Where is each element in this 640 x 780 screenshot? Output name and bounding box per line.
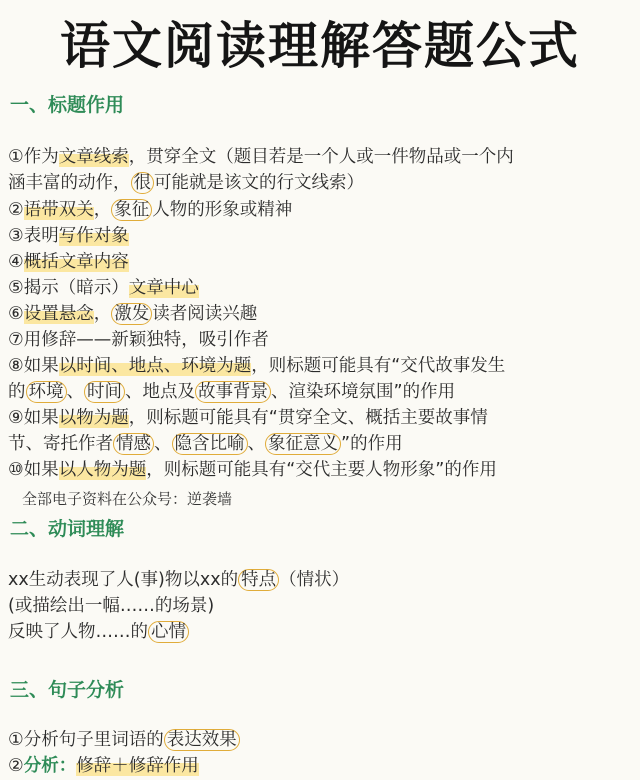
text-line xyxy=(8,198,636,222)
promo-note: 全部电子资料在公众号：逆袭墙 xyxy=(22,490,233,508)
text-segment: ， xyxy=(93,200,112,220)
text-segment: 涵丰富的动作， xyxy=(8,173,131,193)
text-segment: 的 xyxy=(8,382,26,402)
circled-phrase: 象征 xyxy=(111,199,152,221)
text-line xyxy=(8,250,636,274)
text-segment: （情状） xyxy=(279,570,350,590)
text-segment: ⑦用修辞——新颖独特，吸引作者 xyxy=(8,330,269,350)
text-segment: ，则标题可能具有“交代故事发生 xyxy=(251,356,506,376)
text-line xyxy=(8,406,636,430)
text-segment: 、 xyxy=(154,434,172,454)
text-line xyxy=(8,328,636,352)
text-line xyxy=(8,620,636,644)
circled-phrase: 特点 xyxy=(238,569,279,591)
text-segment: ，则标题可能具有“贯穿全文、概括主要故事情 xyxy=(128,408,488,428)
text-segment: 、地点及 xyxy=(125,382,195,402)
text-segment: ③表明 xyxy=(8,226,59,246)
text-segment: 、 xyxy=(247,434,265,454)
text-segment: 读者阅读兴趣 xyxy=(152,304,258,324)
circled-phrase: 故事背景 xyxy=(195,381,271,403)
circled-phrase: 很 xyxy=(131,172,155,194)
text-segment: 、渲染环境氛围”的作用 xyxy=(271,382,456,402)
emphasis-label: 分析： xyxy=(23,756,77,776)
text-segment: (或描绘出一幅……的场景) xyxy=(8,596,215,616)
text-segment: ② xyxy=(8,200,24,220)
text-segment: ，则标题可能具有“交代主要人物形象”的作用 xyxy=(146,460,497,480)
circled-phrase: 激发 xyxy=(111,303,152,325)
text-segment: 节、寄托作者 xyxy=(8,434,113,454)
highlighted-phrase: 语带双关 xyxy=(23,200,94,220)
text-segment: 可能就是该文的行文线索） xyxy=(154,173,364,193)
text-line xyxy=(8,728,636,752)
section-heading: 一、标题作用 xyxy=(10,94,125,116)
text-segment: ①作为 xyxy=(8,147,59,167)
text-segment: ⑩如果 xyxy=(8,460,59,480)
text-line xyxy=(8,432,636,456)
circled-phrase: 情感 xyxy=(113,433,154,455)
text-segment: ④ xyxy=(8,252,24,272)
text-segment: ①分析句子里词语的 xyxy=(8,730,164,750)
text-line xyxy=(8,224,636,248)
circled-phrase: 心情 xyxy=(148,621,189,643)
text-line xyxy=(8,594,636,618)
text-segment: ⑤揭示（暗示） xyxy=(8,278,129,298)
text-segment: ， xyxy=(93,304,112,324)
circled-phrase: 环境 xyxy=(26,381,67,403)
text-line xyxy=(8,354,636,378)
page-title: 语文阅读理解答题公式 xyxy=(60,17,580,75)
text-segment: 反映了人物……的 xyxy=(8,622,148,642)
text-line xyxy=(8,458,636,482)
highlighted-phrase: 以人物为题 xyxy=(58,460,147,480)
text-line xyxy=(8,380,636,404)
highlighted-phrase: 文章线索 xyxy=(58,147,129,167)
text-segment: ⑧如果 xyxy=(8,356,59,376)
text-segment: ⑥ xyxy=(8,304,24,324)
highlighted-phrase: 修辞＋修辞作用 xyxy=(76,756,199,776)
text-line xyxy=(8,302,636,326)
text-segment: 人物的形象或精神 xyxy=(152,200,293,220)
text-segment: ”的作用 xyxy=(341,434,403,454)
highlighted-phrase: 以物为题 xyxy=(58,408,129,428)
text-segment: ② xyxy=(8,756,24,776)
text-segment: ，贯穿全文（题目若是一个人或一件物品或一个内 xyxy=(128,147,514,167)
text-line xyxy=(8,145,636,169)
text-line xyxy=(8,568,636,592)
circled-phrase: 表达效果 xyxy=(164,729,240,751)
highlighted-phrase: 以时间、地点、环境为题 xyxy=(58,356,252,376)
text-line xyxy=(8,754,636,778)
circled-phrase: 象征意义 xyxy=(265,433,341,455)
highlighted-phrase: 文章中心 xyxy=(128,278,199,298)
highlighted-phrase: 写作对象 xyxy=(58,226,129,246)
circled-phrase: 时间 xyxy=(84,381,125,403)
text-line xyxy=(8,276,636,300)
text-segment: 、 xyxy=(66,382,84,402)
section-heading: 三、句子分析 xyxy=(10,679,125,701)
text-segment: ⑨如果 xyxy=(8,408,59,428)
highlighted-phrase: 设置悬念 xyxy=(23,304,94,324)
circled-phrase: 隐含比喻 xyxy=(172,433,248,455)
text-line xyxy=(8,171,636,195)
highlighted-phrase: 概括文章内容 xyxy=(23,252,129,272)
text-segment: xx生动表现了人(事)物以xx的 xyxy=(8,570,239,590)
section-heading: 二、动词理解 xyxy=(10,518,125,540)
